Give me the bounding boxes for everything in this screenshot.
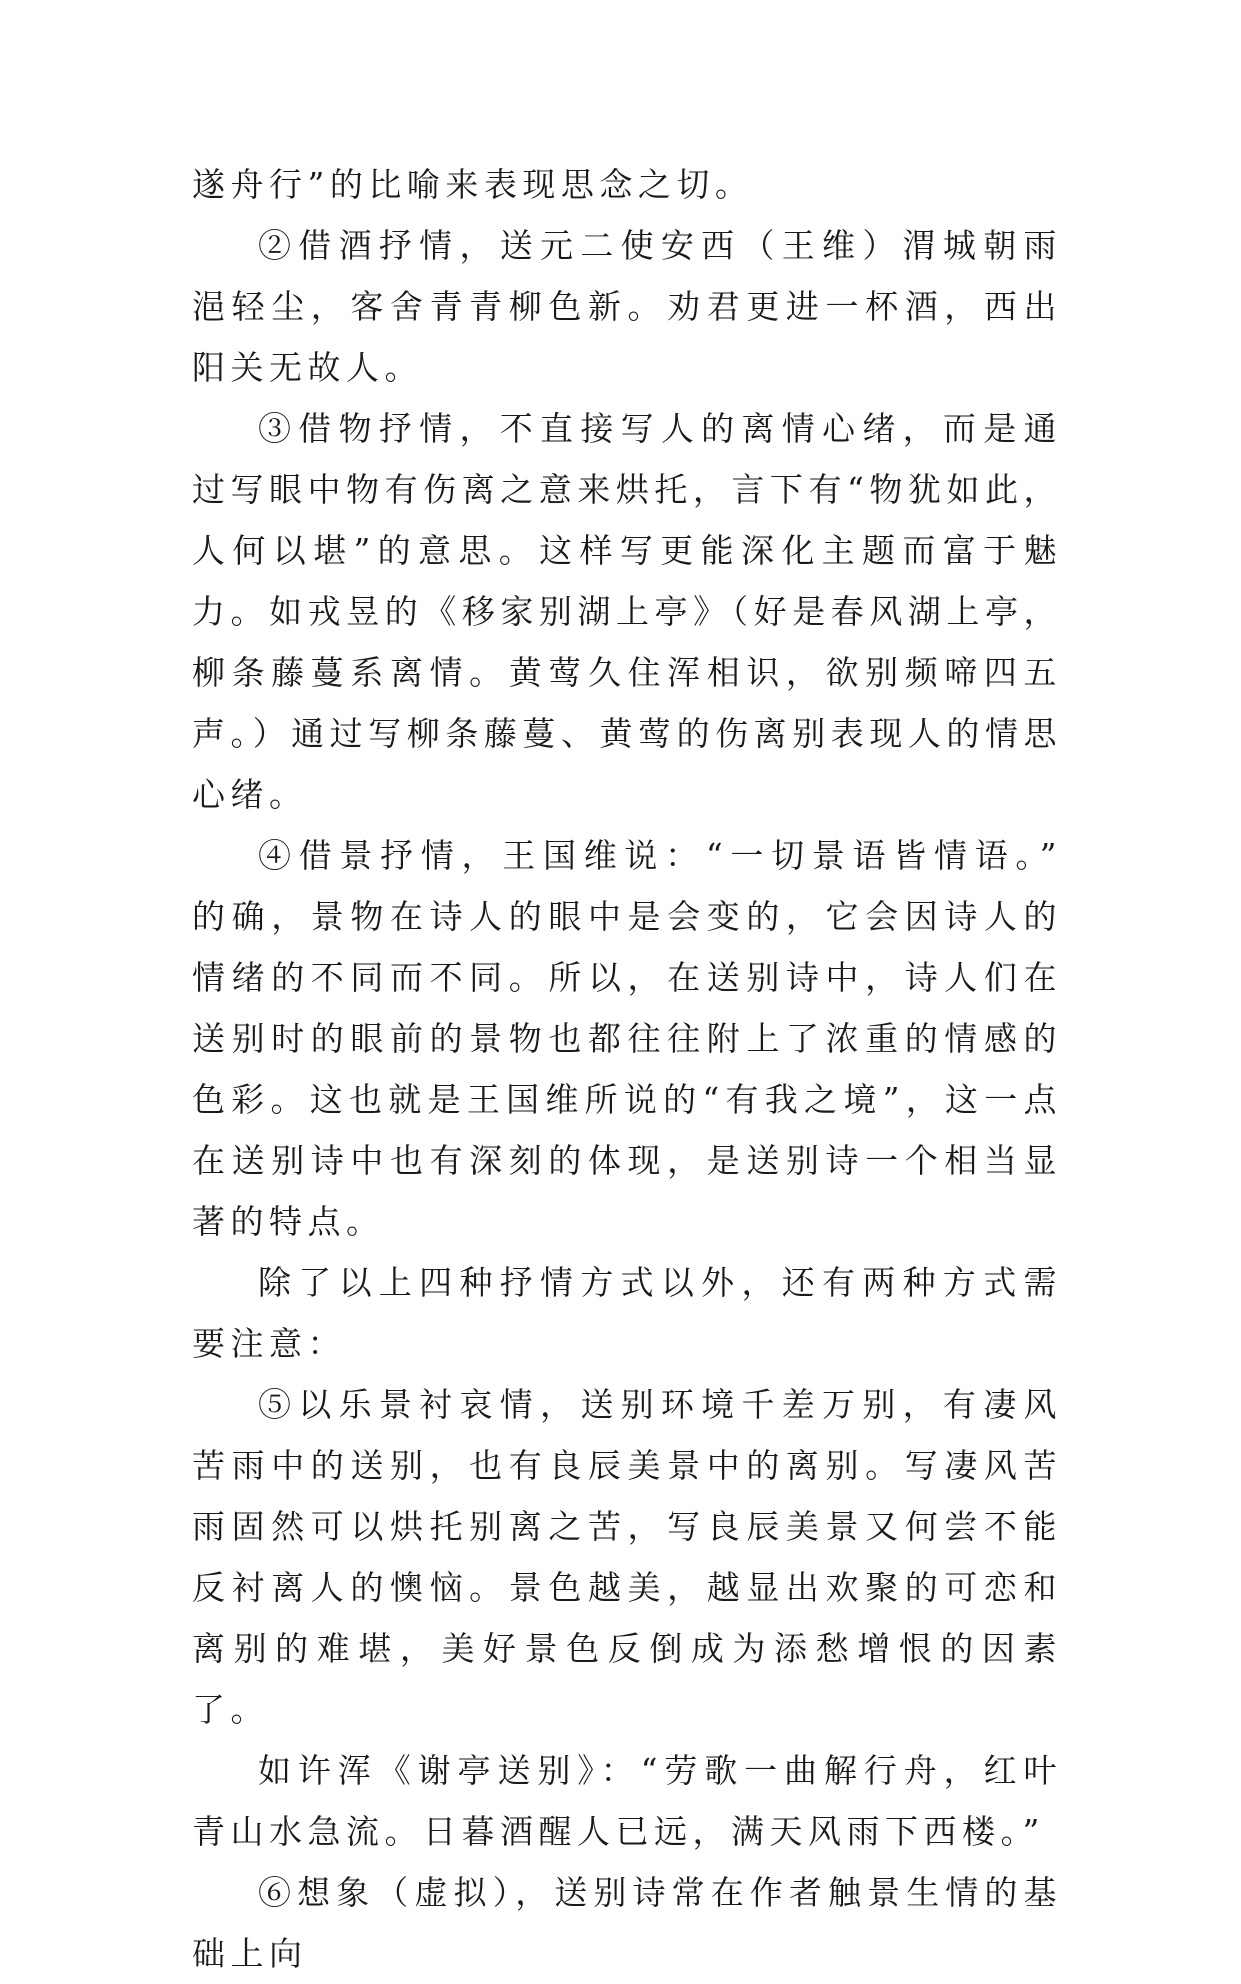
- paragraph-wine-lyric: ②借酒抒情，送元二使安西（王维）渭城朝雨浥轻尘，客舍青青柳色新。劝君更进一杯酒，西出阳关无故人。: [192, 226, 1062, 387]
- paragraph-imagination: ⑥想象（虚拟），送别诗常在作者触景生情的基础上向: [192, 1873, 1062, 1973]
- paragraph-scenery-lyric: ④借景抒情，王国维说：“一切景语皆情语。” 的确，景物在诗人的眼中是会变的，它会因诗人的情绪的不同而不同。所以，在送别诗中，诗人们在送别时的眼前的景物也都往往附上了浓重的情感的色彩。这也就是王国维所说的“有我之境”，这一点在送别诗中也有深刻的体现，是送别诗一个相当显著的特点。: [192, 836, 1062, 1241]
- paragraph-xu-hun-poem: 如许浑《谢亭送别》：“劳歌一曲解行舟，红叶青山水急流。日暮酒醒人已远，满天风雨下西楼。”: [192, 1751, 1062, 1851]
- paragraph-continuation: 遂舟行”的比喻来表现思念之切。: [192, 165, 754, 204]
- body-text: [192, 154, 1062, 1984]
- paragraph-joyful-scene-sad-feeling: ⑤以乐景衬哀情，送别环境千差万别，有凄风苦雨中的送别，也有良辰美景中的离别。写凄风苦雨固然可以烘托别离之苦，写良辰美景又何尝不能反衬离人的懊恼。景色越美，越显出欢聚的可恋和离别的难堪，美好景色反倒成为添愁增恨的因素了。: [192, 1385, 1062, 1729]
- paragraph-object-lyric: ③借物抒情，不直接写人的离情心绪，而是通过写眼中物有伤离之意来烘托，言下有“物犹如此，人何以堪”的意思。这样写更能深化主题而富于魅力。如戎昱的《移家别湖上亭》（好是春风湖上亭，柳条藤蔓系离情。黄莺久住浑相识，欲别频啼四五声。）通过写柳条藤蔓、黄莺的伤离别表现人的情思心绪。: [192, 409, 1062, 814]
- paragraph-two-more-methods: 除了以上四种抒情方式以外，还有两种方式需要注意：: [192, 1263, 1062, 1363]
